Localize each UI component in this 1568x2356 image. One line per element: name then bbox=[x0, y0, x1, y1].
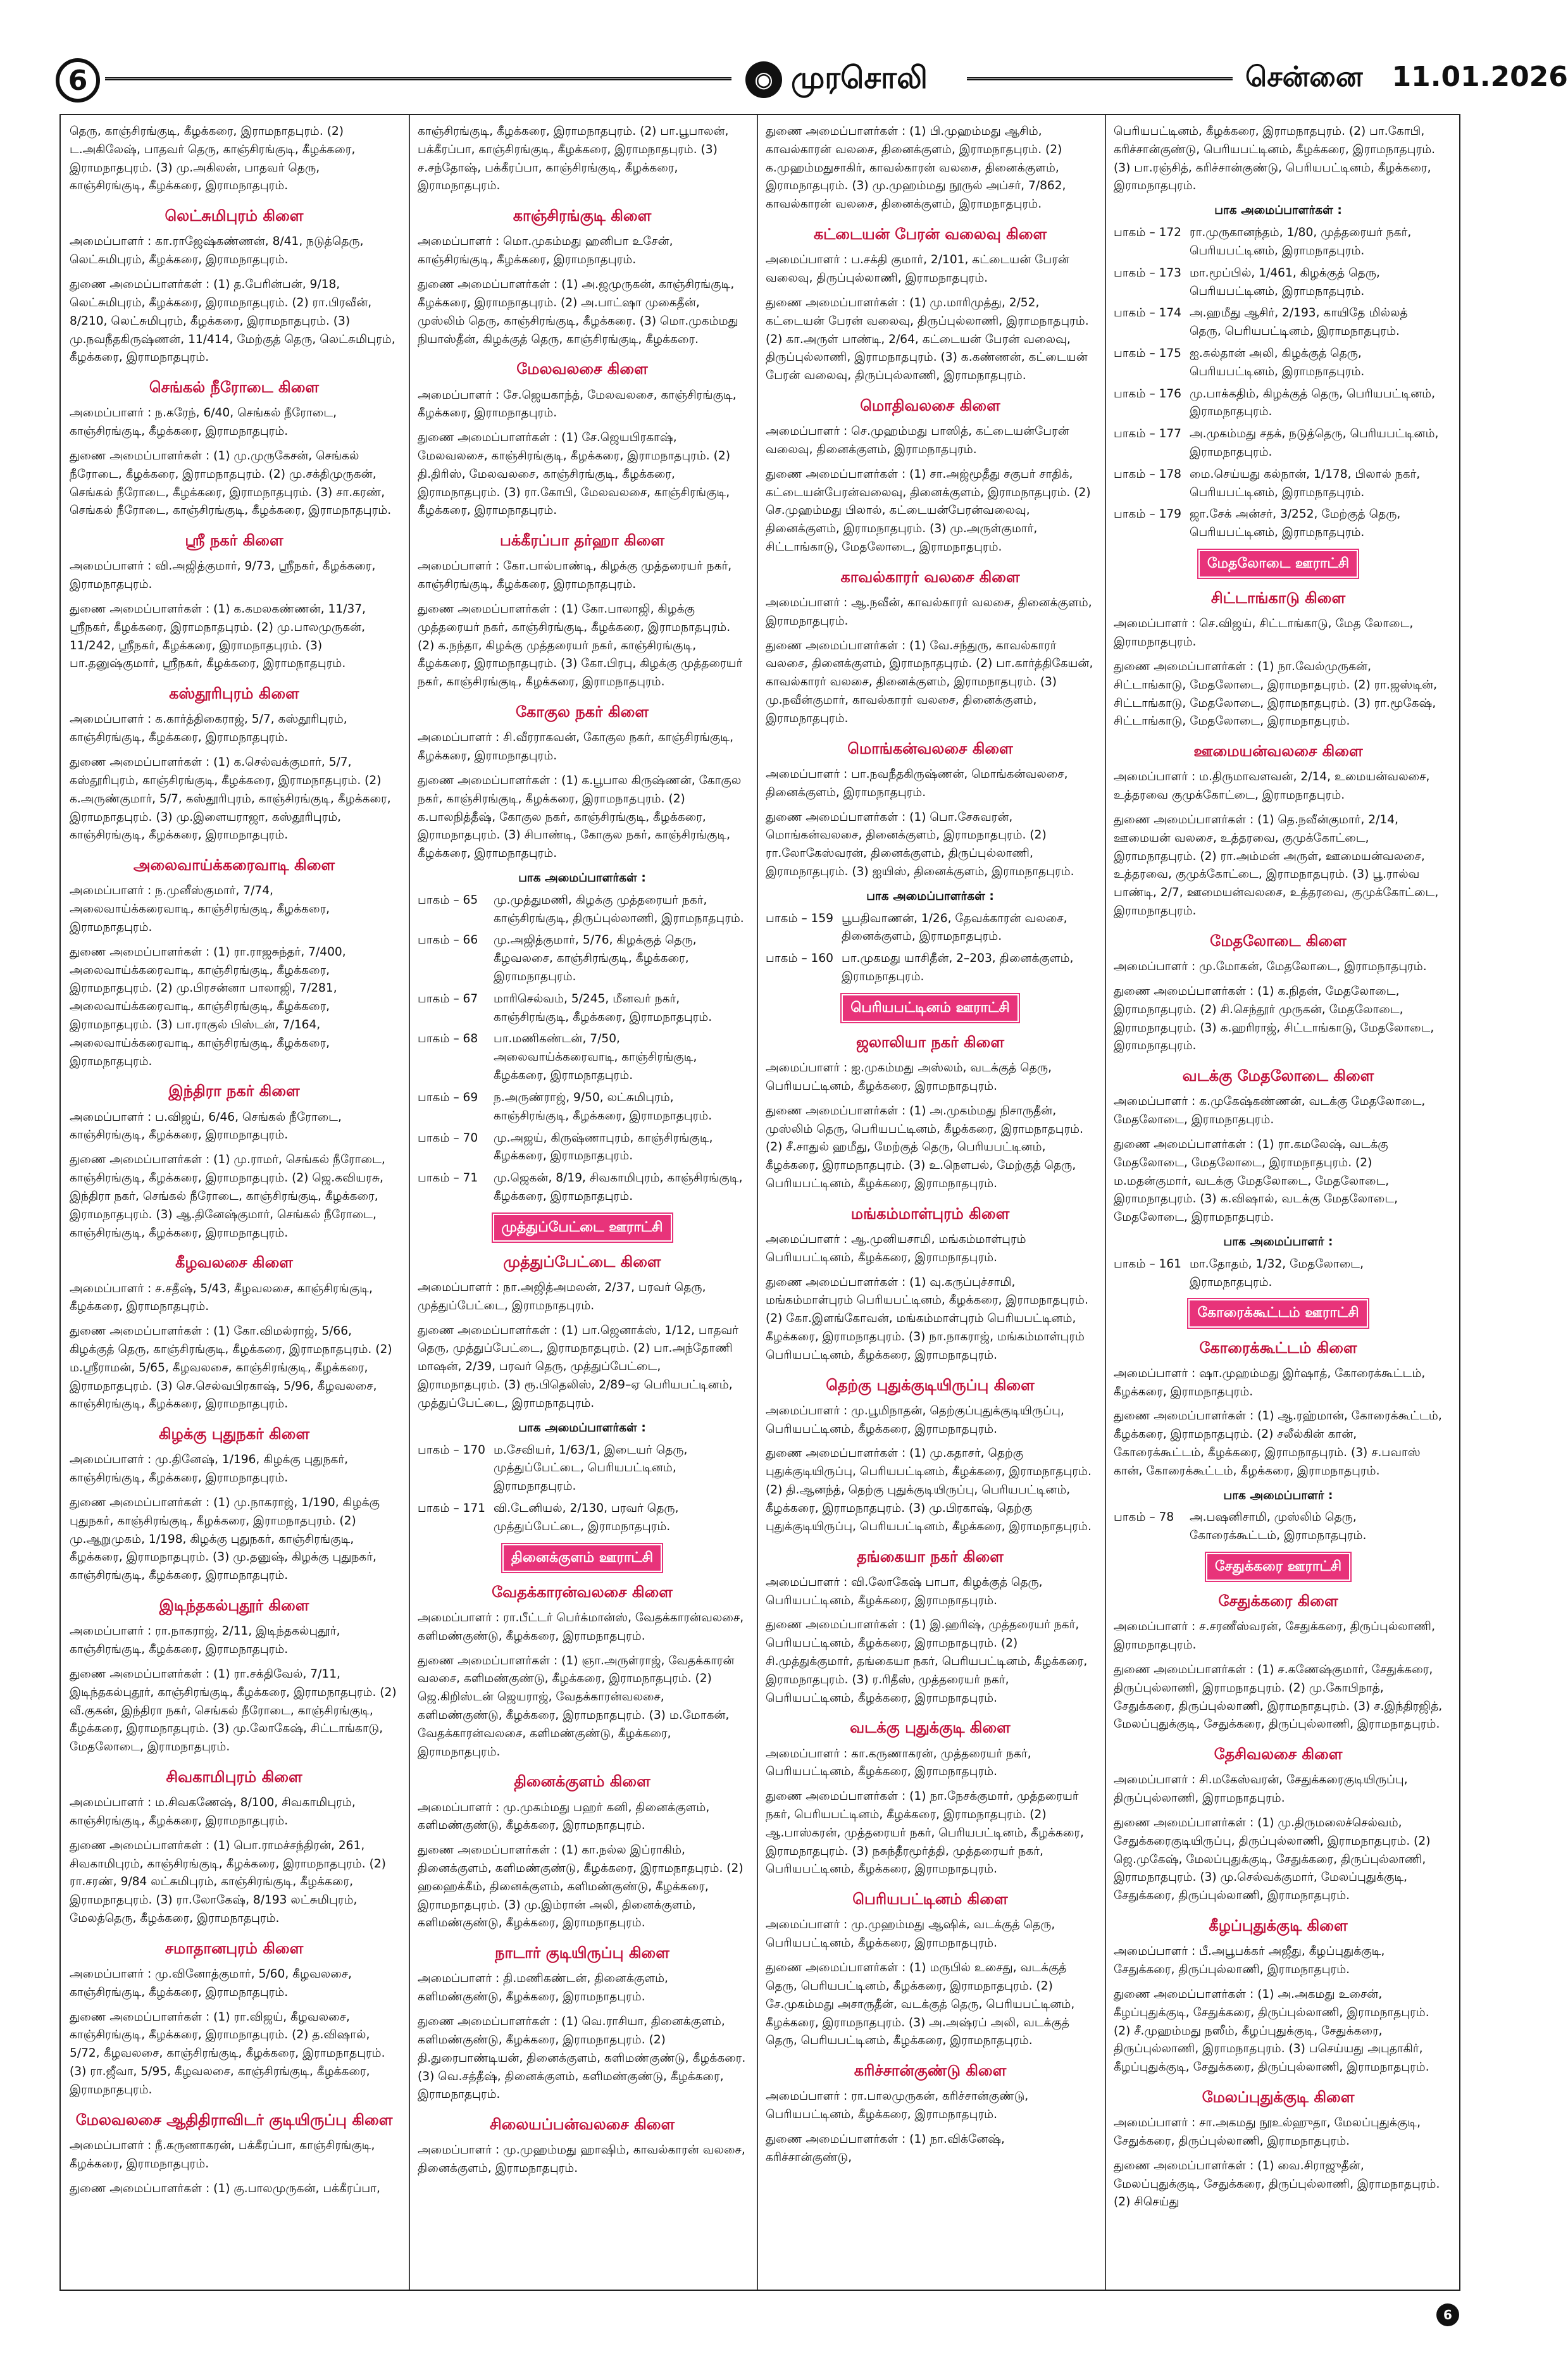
branch-heading: மேதலோடை கிளை bbox=[1210, 932, 1347, 950]
booth-entry bbox=[418, 990, 747, 1027]
organiser-entry: அமைப்பாளர் : மு.வினோத்குமார், 5/60, கீழவலசை, காஞ்சிரங்குடி, கீழக்கரை, இராமநாதபுரம். bbox=[70, 1967, 352, 1999]
booth-organiser: ரா.முருகானந்தம், 1/80, முத்தரையர் நகர், பெரியபட்டினம், இராமநாதபுரம். bbox=[1190, 226, 1412, 258]
booth-organisers-heading: பாக அமைப்பாளர் : bbox=[1223, 1488, 1333, 1502]
organiser-entry: அமைப்பாளர் : மு.முஹம்மது ஹாஷிம், காவல்காரன் வலசை, தினைக்குளம், இராமநாதபுரம். bbox=[418, 2143, 745, 2176]
branch-heading: தங்கையா நகர் கிளை bbox=[857, 1547, 1004, 1566]
organiser-entry: அமைப்பாளர் : மு.முகம்மது பஹர் கனி, தினைக்குளம், களிமண்குண்டு, கீழக்கரை, இராமநாதபுரம். bbox=[418, 1800, 710, 1833]
branch-heading: நாடார் குடியிருப்பு கிளை bbox=[495, 1944, 669, 1962]
organiser-entry: துணை அமைப்பாளர்கள் : (1) க.நிதன், மேதலோடை, இராமநாதபுரம். (2) சி.செந்தூர் முருகன், மேதலோடை, இராமநாதபுரம். (3) க.ஹரிராஜ், சிட்டாங்காடு, மேதலோடை, இராமநாதபுரம். bbox=[1114, 984, 1434, 1053]
branch-heading: செங்கல் நீரோடை கிளை bbox=[149, 378, 320, 397]
branch-heading: மங்கம்மாள்புரம் கிளை bbox=[850, 1204, 1010, 1223]
branch-heading: காவல்காரர் வலசை கிளை bbox=[840, 568, 1020, 586]
organiser-entry: துணை அமைப்பாளர்கள் : (1) ரா.விஜய், கீழவலசை, காஞ்சிரங்குடி, கீழக்கரை, இராமநாதபுரம். (2) த.விஷால், 5/72, கீழவலசை, காஞ்சிரங்குடி, கீழக்கரை, இராமநாதபுரம். (3) ரா.ஜீவா, 5/95, கீழவலசை, காஞ்சிரங்குடி, கீழக்கரை, இராமநாதபுரம். bbox=[70, 2010, 385, 2097]
organiser-entry: அமைப்பாளர் : பா.நவநீதகிருஷ்ணன், மொங்கன்வலசை, தினைக்குளம், இராமநாதபுரம். bbox=[766, 767, 1068, 799]
organiser-entry: அமைப்பாளர் : ரா.நாகராஜ், 2/11, இடிந்தகல்புதூர், காஞ்சிரங்குடி, கீழக்கரை, இராமநாதபுரம். bbox=[70, 1624, 340, 1657]
booth-organiser: மு.ஜெகன், 8/19, சிவகாமிபுரம், காஞ்சிரங்குடி, கீழக்கரை, இராமநாதபுரம். bbox=[494, 1171, 743, 1203]
booth-entry bbox=[1114, 1509, 1443, 1545]
organiser-entry: துணை அமைப்பாளர்கள் : (1) அ.அகமது உசைன், கீழப்புதுக்குடி, சேதுக்கரை, திருப்புல்லாணி, இராமநாதபுரம். (2) சீ.முஹம்மது நஸீம், கீழப்புதுக்குடி, சேதுக்கரை, திருப்புல்லாணி, இராமநாதபுரம். (3) பசெய்யது அபுதாகிர், கீழப்புதுக்குடி, சேதுக்கரை, திருப்புல்லாணி, இராமநாதபுரம். bbox=[1114, 1987, 1429, 2074]
branch-heading: பெரியபட்டினம் கிளை bbox=[852, 1890, 1008, 1909]
organiser-entry: துணை அமைப்பாளர்கள் : (1) இ.ஹரிஷ், முத்தரையர் நகர், பெரியபட்டினம், கீழக்கரை, இராமநாதபுரம். (2) சி.முத்துக்குமார், தங்கையா நகர், பெரியபட்டினம், கீழக்கரை, இராமநாதபுரம். (3) ர.ரிதீஸ், முத்தரையர் நகர், பெரியபட்டினம், கீழக்கரை, இராமநாதபுரம். bbox=[766, 1618, 1088, 1705]
organiser-entry: துணை அமைப்பாளர்கள் : (1) கு.பாலமுருகன், பக்கீரப்பா, bbox=[70, 2181, 380, 2195]
organiser-entry: துணை அமைப்பாளர்கள் : (1) க.பூபால கிருஷ்ணன், கோகுல நகர், காஞ்சிரங்குடி, கீழக்கரை, இராமநாதபுரம். (2) க.பாலநித்தீஷ், கோகுல நகர், காஞ்சிரங்குடி, கீழக்கரை, இராமநாதபுரம். (3) சிபாண்டி, கோகுல நகர், காஞ்சிரங்குடி, கீழக்கரை, இராமநாதபுரம். bbox=[418, 773, 742, 861]
booth-entry bbox=[418, 932, 747, 986]
organiser-entry: அமைப்பாளர் : பீ.அபூபக்கர் அஜீது, கீழப்புதுக்குடி, சேதுக்கரை, திருப்புல்லாணி, இராமநாதபுரம். bbox=[1114, 1945, 1385, 1977]
booth-number: பாகம் – 71 bbox=[418, 1171, 478, 1185]
booth-number: பாகம் – 174 bbox=[1114, 306, 1182, 320]
edition-info bbox=[1245, 61, 1568, 97]
booth-entry bbox=[418, 892, 747, 928]
organiser-entry: அமைப்பாளர் : ஷா.முஹம்மது இர்ஷாத், கோரைக்கூட்டம், கீழக்கரை, இராமநாதபுரம். bbox=[1114, 1366, 1426, 1399]
booth-organisers-heading: பாக அமைப்பாளர்கள் : bbox=[1214, 204, 1342, 218]
panchayat-banner: தினைக்குளம் ஊராட்சி bbox=[502, 1544, 662, 1572]
booth-organiser: அ.பஷனிசாமி, முஸ்லிம் தெரு, கோரைக்கூட்டம், இராமநாதபுரம். bbox=[1190, 1511, 1367, 1543]
booth-number: பாகம் – 175 bbox=[1114, 346, 1182, 360]
organiser-entry: அமைப்பாளர் : செ.விஜய், சிட்டாங்காடு, மேத லோடை, இராமநாதபுரம். bbox=[1114, 617, 1414, 649]
organiser-entry: அமைப்பாளர் : ச.சரணீஸ்வரன், சேதுக்கரை, திருப்புல்லாணி, இராமநாதபுரம். bbox=[1114, 1620, 1435, 1652]
paper-logo bbox=[745, 54, 928, 105]
branch-heading: வேதக்காரன்வலசை கிளை bbox=[492, 1583, 673, 1601]
booth-number: பாகம் – 68 bbox=[418, 1032, 478, 1046]
branch-heading: அலைவாய்க்கரைவாடி கிளை bbox=[133, 856, 335, 875]
booth-number: பாகம் – 160 bbox=[766, 952, 834, 966]
organiser-entry: துணை அமைப்பாளர்கள் : (1) வே.சந்துரு, காவல்காரர் வலசை, தினைக்குளம், இராமநாதபுரம். (2) பா.கார்த்திகேயன், காவல்காரர் வலசை, தினைக்குளம், இராமநாதபுரம். (3) மு.நவீன்குமார், காவல்காரர் வலசை, தினைக்குளம், இராமநாதபுரம். bbox=[766, 639, 1093, 725]
booth-organiser: ஜா.சேக் அன்சர், 3/252, மேற்குத் தெரு, பெரியபட்டினம், இராமநாதபுரம். bbox=[1190, 508, 1401, 540]
organiser-entry: அமைப்பாளர் : ம.திருமாவளவன், 2/14, உமையன்வலசை, உத்தரவை குமுக்கோட்டை, இராமநாதபுரம். bbox=[1114, 770, 1430, 802]
branch-heading: தேசிவலசை கிளை bbox=[1214, 1745, 1343, 1764]
booth-organiser: வி.டேனியல், 2/130, பரவர் தெரு, முத்துப்பேட்டை, இராமநாதபுரம். bbox=[494, 1501, 679, 1533]
organiser-entry: அமைப்பாளர் : ஐ.முகம்மது அஸ்லம், வடக்குத் தெரு, பெரியபட்டினம், கீழக்கரை, இராமநாதபுரம். bbox=[766, 1061, 1052, 1093]
panchayat-banner: கோரைக்கூட்டம் ஊராட்சி bbox=[1188, 1299, 1367, 1327]
booth-organiser: பூபதிவாணன், 1/26, தேவக்காரன் வலசை, தினைக்குளம், இராமநாதபுரம். bbox=[842, 911, 1067, 944]
booth-entry bbox=[766, 950, 1095, 987]
branch-heading: ஜலாலியா நகர் கிளை bbox=[856, 1033, 1005, 1051]
organiser-entry: அமைப்பாளர் : ச.சதீஷ், 5/43, கீழவலசை, காஞ்சிரங்குடி, கீழக்கரை, இராமநாதபுரம். bbox=[70, 1281, 373, 1314]
booth-organiser: மு.அஜய், கிருஷ்ணாபுரம், காஞ்சிரங்குடி, கீழக்கரை, இராமநாதபுரம். bbox=[494, 1131, 713, 1163]
organiser-entry: துணை அமைப்பாளர்கள் : (1) அ.ஜமுருகன், காஞ்சிரங்குடி, கீழக்கரை, இராமநாதபுரம். (2) அ.பாட்ஷா முகைதீன், முஸ்லிம் தெரு, காஞ்சிரங்குடி, கீழக்கரை. (3) மொ.முகம்மது நியாஸ்தீன், கிழக்குத் தெரு, காஞ்சிரங்குடி, கீழக்கரை. bbox=[418, 278, 738, 346]
organiser-entry: அமைப்பாளர் : மு.மோகன், மேதலோடை, இராமநாதபுரம். bbox=[1114, 960, 1427, 974]
branch-heading: சேதுக்கரை கிளை bbox=[1218, 1592, 1338, 1611]
organiser-entry: துணை அமைப்பாளர்கள் : (1) கா.நல்ல இப்ராகிம், தினைக்குளம், களிமண்குண்டு, கீழக்கரை, இராமநாதபுரம். (2) ஹஹைக்கீம், தினைக்குளம், களிமண்குண்டு, கீழக்கரை, இராமநாதபுரம். (3) மு.இம்ரான் அலி, தினைக்குளம், களிமண்குண்டு, கீழக்கரை, இராமநாதபுரம். bbox=[418, 1843, 744, 1930]
branch-heading: கோகுல நகர் கிளை bbox=[515, 703, 649, 721]
branch-heading: மொதிவலசை கிளை bbox=[860, 396, 1000, 414]
edition-city: சென்னை bbox=[1245, 61, 1363, 93]
organiser-entry: அமைப்பாளர் : நா.அஜித்அமலன், 2/37, பரவர் தெரு, முத்துப்பேட்டை, இராமநாதபுரம். bbox=[418, 1281, 706, 1312]
booth-number: பாகம் – 67 bbox=[418, 992, 478, 1006]
branch-heading: கரிச்சான்குண்டு கிளை bbox=[854, 2062, 1007, 2080]
booth-number: பாகம் – 179 bbox=[1114, 508, 1182, 521]
organiser-entry: துணை அமைப்பாளர்கள் : (1) பி.முஹம்மது ஆசிம், காவல்காரன் வலசை, தினைக்குளம், இராமநாதபுரம். (2) க.முஹம்மதுசாகிர், காவல்காரன் வலசை, தினைக்குளம், இராமநாதபுரம். (3) மு.முஹம்மது நூருல் அப்சர், 7/862, காவல்காரன் வலசை, தினைக்குளம், இராமநாதபுரம். bbox=[766, 125, 1066, 211]
booth-number: பாகம் – 69 bbox=[418, 1090, 478, 1104]
masthead bbox=[56, 54, 1568, 105]
organiser-entry: அமைப்பாளர் : ப.சக்தி குமார், 2/101, கட்டையன் பேரன் வலைவு, திருப்புல்லாணி, இராமநாதபுரம். bbox=[766, 253, 1069, 285]
branch-heading: சமாதானபுரம் கிளை bbox=[165, 1939, 304, 1957]
drum-emblem-icon: ◉ bbox=[745, 61, 782, 98]
booth-entry bbox=[1114, 224, 1443, 261]
branch-heading: இடிந்தகல்புதூர் கிளை bbox=[159, 1597, 309, 1615]
organiser-entry: அமைப்பாளர் : ப.விஜய், 6/46, செங்கல் நீரோடை, காஞ்சிரங்குடி, கீழக்கரை, இராமநாதபுரம். bbox=[70, 1110, 342, 1142]
organiser-entry: அமைப்பாளர் : கா.ராஜேஷ்கண்ணன், 8/41, நடுத்தெரு, லெட்சுமிபுரம், கீழக்கரை, இராமநாதபுரம். bbox=[70, 235, 364, 267]
organiser-entry: துணை அமைப்பாளர்கள் : (1) ரா.ராஜசுந்தர், 7/400, அலைவாய்க்கரைவாடி, காஞ்சிரங்குடி, கீழக்கரை, இராமநாதபுரம். (2) மு.பிரசன்னா பாலாஜி, 7/281, அலைவாய்க்கரைவாடி, காஞ்சிரங்குடி, கீழக்கரை, இராமநாதபுரம். (3) பா.ராகுல் பிஸ்டன், 7/164, அலைவாய்க்கரைவாடி, காஞ்சிரங்குடி, கீழக்கரை, இராமநாதபுரம். bbox=[70, 945, 346, 1068]
organiser-entry: அமைப்பாளர் : ந.முனீஸ்குமார், 7/74, அலைவாய்க்கரைவாடி, காஞ்சிரங்குடி, கீழக்கரை, இராமநாதபுரம். bbox=[70, 884, 330, 934]
booth-number: பாகம் – 161 bbox=[1114, 1257, 1182, 1271]
organiser-entry: அமைப்பாளர் : மொ.முகம்மது ஹனிபா உசேன், காஞ்சிரங்குடி, கீழக்கரை, இராமநாதபுரம். bbox=[418, 235, 673, 267]
branch-heading: ஊமையன்வலசை கிளை bbox=[1193, 742, 1363, 761]
branch-heading: ஸ்ரீ நகர் கிளை bbox=[185, 532, 283, 550]
organiser-entry: துணை அமைப்பாளர்கள் : (1) க.செல்வக்குமார், 5/7, கஸ்தூரிபுரம், காஞ்சிரங்குடி, கீழக்கரை, இராமநாதபுரம். (2) க.அருண்குமார், 5/7, கஸ்தூரிபுரம், காஞ்சிரங்குடி, கீழக்கரை, இராமநாதபுரம். (3) மு.இளையராஜா, கஸ்தூரிபுரம், காஞ்சிரங்குடி, கீழக்கரை, இராமநாதபுரம். bbox=[70, 756, 391, 842]
branch-heading: காஞ்சிரங்குடி கிளை bbox=[513, 207, 652, 225]
organiser-entry: அமைப்பாளர் : சே.ஜெயகாந்த், மேலவலசை, காஞ்சிரங்குடி, கீழக்கரை, இராமநாதபுரம். bbox=[418, 388, 737, 420]
branch-heading: தெற்கு புதுக்குடியிருப்பு கிளை bbox=[826, 1376, 1035, 1394]
branch-heading: கட்டையன் பேரன் வலைவு கிளை bbox=[813, 225, 1047, 244]
branch-heading: சிட்டாங்காடு கிளை bbox=[1210, 589, 1346, 608]
branch-heading: கீழப்புதுக்குடி கிளை bbox=[1209, 1917, 1348, 1935]
panchayat-banner: மேதலோடை ஊராட்சி bbox=[1198, 550, 1358, 578]
booth-number: பாகம் – 171 bbox=[418, 1501, 486, 1515]
article-body bbox=[59, 114, 1460, 2291]
booth-number: பாகம் – 78 bbox=[1114, 1511, 1174, 1524]
organiser-entry: துணை அமைப்பாளர்கள் : (1) ச.கணேஷ்குமார், சேதுக்கரை, திருப்புல்லாணி, இராமநாதபுரம். (2) மு.கோபிநாத், சேதுக்கரை, திருப்புல்லாணி, இராமநாதபுரம். (3) ச.இந்திரஜித், மேலப்புதுக்குடி, சேதுக்கரை, திருப்புல்லாணி, இராமநாதபுரம். bbox=[1114, 1662, 1443, 1731]
organiser-entry: துணை அமைப்பாளர்கள் : (1) ஞா.அருள்ராஜ், வேதக்காரன் வலசை, களிமண்குண்டு, கீழக்கரை, இராமநாதபுரம். (2) ஜெ.கிறிஸ்டன் ஜெயராஜ், வேதக்காரன்வலசை, களிமண்குண்டு, கீழக்கரை, இராமநாதபுரம். (3) ம.மோகன், வேதக்காரன்வலசை, களிமண்குண்டு, கீழக்கரை, இராமநாதபுரம். bbox=[418, 1654, 735, 1759]
booth-entry bbox=[418, 1030, 747, 1085]
branch-heading: இந்திரா நகர் கிளை bbox=[168, 1082, 300, 1100]
organiser-entry: துணை அமைப்பாளர்கள் : (1) ஆ.ரஹ்மான், கோரைக்கூட்டம், கீழக்கரை, இராமநாதபுரம். (2) சலீல்கின் கான், கோரைக்கூட்டம், கீழக்கரை, இராமநாதபுரம். (3) ச.பவாஸ் கான், கோரைக்கூட்டம், கீழக்கரை, இராமநாதபுரம். bbox=[1114, 1409, 1442, 1478]
organiser-entry: துணை அமைப்பாளர்கள் : (1) மு.நாகராஜ், 1/190, கிழக்கு புதுநகர், காஞ்சிரங்குடி, கீழக்கரை, இராமநாதபுரம். (2) மு.ஆறுமுகம், 1/198, கிழக்கு புதுநகர், காஞ்சிரங்குடி, கீழக்கரை, இராமநாதபுரம். (3) மு.தனுஷ், கிழக்கு புதுநகர், காஞ்சிரங்குடி, கீழக்கரை, இராமநாதபுரம். bbox=[70, 1496, 380, 1583]
booth-organiser: ஐ.சுல்தான் அலி, கிழக்குத் தெரு, பெரியபட்டினம், இராமநாதபுரம். bbox=[1190, 346, 1365, 378]
organiser-entry: அமைப்பாளர் : நீ.கருணாகரன், பக்கீரப்பா, காஞ்சிரங்குடி, கீழக்கரை, இராமநாதபுரம். bbox=[70, 2138, 375, 2171]
booth-number: பாகம் – 173 bbox=[1114, 266, 1182, 280]
branch-heading: மேலப்புதுக்குடி கிளை bbox=[1202, 2088, 1355, 2106]
branch-heading: பக்கீரப்பா தர்ஹா கிளை bbox=[499, 532, 665, 550]
branch-heading: முத்துப்பேட்டை கிளை bbox=[503, 1252, 661, 1271]
page-number: 6 bbox=[68, 64, 88, 97]
booth-number: பாகம் – 66 bbox=[418, 933, 478, 947]
booth-organiser: மாரிசெல்வம், 5/245, மீனவர் நகர், காஞ்சிரங்குடி, கீழக்கரை, இராமநாதபுரம். bbox=[494, 992, 712, 1024]
column-divider bbox=[757, 115, 758, 2290]
booth-number: பாகம் – 70 bbox=[418, 1131, 478, 1145]
branch-heading: கீழவலசை கிளை bbox=[175, 1254, 293, 1272]
booth-number: பாகம் – 176 bbox=[1114, 387, 1182, 401]
booth-organiser: மை.செய்யது கல்நான், 1/178, பிலால் நகர், பெரியபட்டினம், இராமநாதபுரம். bbox=[1190, 467, 1421, 499]
organiser-entry: அமைப்பாளர் : கோ.பால்பாண்டி, கிழக்கு முத்தரையர் நகர், காஞ்சிரங்குடி, கீழக்கரை, இராமநாதபுரம். bbox=[418, 559, 732, 592]
booth-entry bbox=[418, 1130, 747, 1166]
branch-heading: மேலவலசை கிளை bbox=[516, 360, 648, 378]
booth-number: பாகம் – 177 bbox=[1114, 427, 1182, 441]
branch-heading: மொங்கன்வலசை கிளை bbox=[847, 739, 1013, 757]
organiser-entry: துணை அமைப்பாளர்கள் : (1) க.கமலகண்ணன், 11/37, ஸ்ரீநகர், கீழக்கரை, இராமநாதபுரம். (2) மு.பாலமுருகன், 11/242, ஸ்ரீநகர், கீழக்கரை, இராமநாதபுரம். (3) பா.தனுஷ்குமார், ஸ்ரீநகர், கீழக்கரை, இராமநாதபுரம். bbox=[70, 602, 366, 671]
booth-organiser: ம.சேவியர், 1/63/1, இடையர் தெரு, முத்துப்பேட்டை, பெரியபட்டினம், இராமநாதபுரம். bbox=[494, 1443, 688, 1493]
organiser-entry: அமைப்பாளர் : செ.முஹம்மது பாஸித், கட்டையன்பேரன் வலைவு, தினைக்குளம், இராமநாதபுரம். bbox=[766, 425, 1069, 456]
booth-organisers-heading: பாக அமைப்பாளர்கள் : bbox=[518, 871, 646, 885]
organiser-entry: துணை அமைப்பாளர்கள் : (1) வெ.ராசியா, தினைக்குளம், களிமண்குண்டு, கீழக்கரை, இராமநாதபுரம். (2) தி.துரைபாண்டியன், தினைக்குளம், களிமண்குண்டு, கீழக்கரை. (3) வெ.சத்தீஷ், தினைக்குளம், களிமண்குண்டு, கீழக்கரை, இராமநாதபுரம். bbox=[418, 2015, 746, 2102]
booth-entry bbox=[1114, 425, 1443, 462]
booth-number: பாகம் – 178 bbox=[1114, 467, 1182, 481]
organiser-entry: அமைப்பாளர் : மு.பூமிநாதன், தெற்குப்புதுக்குடியிருப்பு, பெரியபட்டினம், கீழக்கரை, இராமநாதபுரம். bbox=[766, 1404, 1064, 1436]
organiser-entry: அமைப்பாளர் : ஆ.நவீன், காவல்காரர் வலசை, தினைக்குளம், இராமநாதபுரம். bbox=[766, 596, 1092, 628]
booth-entry bbox=[418, 1500, 747, 1536]
organiser-entry: துணை அமைப்பாளர்கள் : (1) நா.வேல்முருகன், சிட்டாங்காடு, மேதலோடை, இராமநாதபுரம். (2) ரா.ஜஸ்டின், சிட்டாங்காடு, மேதலோடை, இராமநாதபுரம். (3) ரா.மூகேஷ், சிட்டாங்காடு, மேதலோடை, இராமநாதபுரம். bbox=[1114, 659, 1438, 728]
branch-heading: சிலையப்பன்வலசை கிளை bbox=[489, 2116, 675, 2134]
organiser-entry: துணை அமைப்பாளர்கள் : (1) மு.மாரிமுத்து, 2/52, கட்டையன் பேரன் வலைவு, திருப்புல்லாணி, இராமநாதபுரம். (2) கா.அருள் பாண்டி, 2/64, கட்டையன் பேரன் வலைவு, திருப்புல்லாணி, இராமநாதபுரம். (3) க.கண்ணன், கட்டையன் பேரன் வலைவு, திருப்புல்லாணி, இராமநாதபுரம். bbox=[766, 296, 1089, 383]
booth-organisers-heading: பாக அமைப்பாளர் : bbox=[1223, 1235, 1333, 1249]
organiser-entry: பெரியபட்டினம், கீழக்கரை, இராமநாதபுரம். (2) பா.கோபி, கரிச்சான்குண்டு, பெரியபட்டினம், கீழக்கரை, இராமநாதபுரம். (3) பா.ரஞ்சித், கரிச்சான்குண்டு, பெரியபட்டினம், கீழக்கரை, இராமநாதபுரம். bbox=[1114, 125, 1436, 193]
organiser-entry: துணை அமைப்பாளர்கள் : (1) கோ.விமல்ராஜ், 5/66, கிழக்குத் தெரு, காஞ்சிரங்குடி, கீழக்கரை, இராமநாதபுரம். (2) ம.ஸ்ரீராமன், 5/65, கீழவலசை, காஞ்சிரங்குடி, கீழக்கரை, இராமநாதபுரம். (3) செ.செல்வபிரகாஷ், 5/96, கீழவலசை, காஞ்சிரங்குடி, கீழக்கரை, இராமநாதபுரம். bbox=[70, 1324, 392, 1411]
organiser-entry: துணை அமைப்பாளர்கள் : (1) சா.அஜ்மூதீது சகுபர் சாதிக், கட்டையன்பேரன்வலைவு, தினைக்குளம், இராமநாதபுரம். (2) செ.முஹம்மது பிலால், கட்டையன்பேரன்வலைவு, தினைக்குளம், இராமநாதபுரம். (3) மு.அருள்குமார், சிட்டாங்காடு, மேதலோடை, இராமநாதபுரம். bbox=[766, 467, 1091, 554]
organiser-entry: துணை அமைப்பாளர்கள் : (1) ரா.கமலேஷ், வடக்கு மேதலோடை, மேதலோடை, இராமநாதபுரம். (2) ம.மதன்குமார், வடக்கு மேதலோடை, மேதலோடை, இராமநாதபுரம். (3) க.விஷால், வடக்கு மேதலோடை, மேதலோடை, இராமநாதபுரம். bbox=[1114, 1137, 1398, 1225]
booth-entry bbox=[1114, 385, 1443, 422]
organiser-entry: அமைப்பாளர் : ரா.பீட்டர் பெர்க்மான்ஸ், வேதக்காரன்வலசை, களிமண்குண்டு, கீழக்கரை, இராமநாதபுரம். bbox=[418, 1611, 744, 1643]
edition-date: 11.01.2026 bbox=[1391, 61, 1568, 93]
organiser-entry: அமைப்பாளர் : தி.மணிகண்டன், தினைக்குளம், களிமண்குண்டு, கீழக்கரை, இராமநாதபுரம். bbox=[418, 1972, 668, 2004]
booth-organiser: அ.முகம்மது சதக், நடுத்தெரு, பெரியபட்டினம், இராமநாதபுரம். bbox=[1190, 427, 1439, 459]
booth-number: பாகம் – 170 bbox=[418, 1443, 486, 1457]
column-4 bbox=[1114, 123, 1443, 2281]
booth-entry bbox=[766, 910, 1095, 947]
column-1 bbox=[70, 123, 399, 2281]
organiser-entry: அமைப்பாளர் : மு.தினேஷ், 1/196, கிழக்கு புதுநகர், காஞ்சிரங்குடி, கீழக்கரை, இராமநாதபுரம். bbox=[70, 1453, 349, 1485]
booth-organiser: ந.அருண்ராஜ், 9/50, லட்சுமிபுரம், காஞ்சிரங்குடி, கீழக்கரை, இராமநாதபுரம். bbox=[494, 1090, 712, 1123]
organiser-entry: துணை அமைப்பாளர்கள் : (1) மு.ராமர், செங்கல் நீரோடை, காஞ்சிரங்குடி, கீழக்கரை, இராமநாதபுரம். (2) ஜெ.கவியரசு, இந்திரா நகர், செங்கல் நீரோடை, காஞ்சிரங்குடி, கீழக்கரை, இராமநாதபுரம். (3) ஆ.தினேஷ்குமார், செங்கல் நீரோடை, காஞ்சிரங்குடி, கீழக்கரை, இராமநாதபுரம். bbox=[70, 1153, 385, 1240]
organiser-entry: துணை அமைப்பாளர்கள் : (1) நா.விக்னேஷ், கரிச்சான்குண்டு, bbox=[766, 2132, 1005, 2164]
panchayat-banner: பெரியபட்டினம் ஊராட்சி bbox=[842, 994, 1019, 1022]
booth-organiser: பா.முகமது யாசிதீன், 2–203, தினைக்குளம், இராமநாதபுரம். bbox=[842, 952, 1074, 983]
organiser-entry: துணை அமைப்பாளர்கள் : (1) அ.முகம்மது நிசாருதீன், முஸ்லிம் தெரு, பெரியபட்டினம், கீழக்கரை, இராமநாதபுரம். (2) சீ.சாதுல் ஹமீது, மேற்குத் தெரு, பெரியபட்டினம், கீழக்கரை, இராமநாதபுரம். (3) உ.நௌபல், மேற்குத் தெரு, பெரியபட்டினம், கீழக்கரை, இராமநாதபுரம். bbox=[766, 1104, 1084, 1190]
booth-entry bbox=[1114, 1256, 1443, 1292]
branch-heading: லெட்சுமிபுரம் கிளை bbox=[165, 207, 304, 225]
column-3 bbox=[766, 123, 1095, 2281]
organiser-entry: துணை அமைப்பாளர்கள் : (1) மருபில் உசைது, வடக்குத் தெரு, பெரியபட்டினம், கீழக்கரை, இராமநாதபுரம். (2) சே.முகம்மது அசாருதீன், வடக்குத் தெரு, பெரியபட்டினம், கீழக்கரை, இராமநாதபுரம். (3) அ.அஷ்ரப் அலி, வடக்குத் தெரு, பெரியபட்டினம், கீழக்கரை, இராமநாதபுரம். bbox=[766, 1961, 1075, 2048]
branch-heading: தினைக்குளம் கிளை bbox=[514, 1773, 650, 1791]
organiser-entry: அமைப்பாளர் : ம.சிவகணேஷ், 8/100, சிவகாமிபுரம், காஞ்சிரங்குடி, கீழக்கரை, இராமநாதபுரம். bbox=[70, 1796, 356, 1828]
organiser-entry: அமைப்பாளர் : வி.லோகேஷ் பாபா, கிழக்குத் தெரு, பெரியபட்டினம், கீழக்கரை, இராமநாதபுரம். bbox=[766, 1575, 1043, 1607]
organiser-entry: துணை அமைப்பாளர்கள் : (1) பொ.ராமச்சந்திரன், 261, சிவகாமிபுரம், காஞ்சிரங்குடி, கீழக்கரை, இராமநாதபுரம். (2) ரா.சரண், 9/84 லட்சுமிபுரம், காஞ்சிரங்குடி, கீழக்கரை, இராமநாதபுரம். (3) ரா.லோகேஷ், 8/193 லட்சுமிபுரம், மேலத்தெரு, கீழக்கரை, இராமநாதபுரம். bbox=[70, 1838, 386, 1925]
organiser-entry: அமைப்பாளர் : சி.மகேஸ்வரன், சேதுக்கரைகுடியிருப்பு, திருப்புல்லாணி, இராமநாதபுரம். bbox=[1114, 1773, 1408, 1805]
booth-organiser: மா.மூப்பில், 1/461, கிழக்குத் தெரு, பெரியபட்டினம், இராமநாதபுரம். bbox=[1190, 266, 1380, 298]
booth-organiser: மு.முத்துமணி, கிழக்கு முத்தரையர் நகர், காஞ்சிரங்குடி, திருப்புல்லாணி, இராமநாதபுரம். bbox=[494, 893, 744, 925]
organiser-entry: துணை அமைப்பாளர்கள் : (1) நா.நேசக்குமார், முத்தரையர் நகர், பெரியபட்டினம், கீழக்கரை, இராமநாதபுரம். (2) ஆ.பாஸ்கரன், முத்தரையர் நகர், பெரியபட்டினம், கீழக்கரை, இராமநாதபுரம். (3) நசுந்தீரமூர்த்தி, முத்தரையர் நகர், பெரியபட்டினம், கீழக்கரை, இராமநாதபுரம். bbox=[766, 1790, 1084, 1876]
booth-organiser: அ.ஹமீது ஆசிர், 2/193, காயிதே மில்லத் தெரு, பெரியபட்டினம், இராமநாதபுரம். bbox=[1190, 306, 1408, 339]
organiser-entry: துணை அமைப்பாளர்கள் : (1) வு.கருப்புச்சாமி, மங்கம்மாள்புரம் பெரியபட்டினம், கீழக்கரை, இராமநாதபுரம். (2) கோ.இளங்கோவன், மங்கம்மாள்புரம் பெரியபட்டினம், கீழக்கரை, இராமநாதபுரம். (3) நா.நாகராஜ், மங்கம்மாள்புரம் பெரியபட்டினம், கீழக்கரை, இராமநாதபுரம். bbox=[766, 1275, 1088, 1362]
organiser-entry: துணை அமைப்பாளர்கள் : (1) ரா.சக்திவேல், 7/11, இடிந்தகல்புதூர், காஞ்சிரங்குடி, கீழக்கரை, இராமநாதபுரம். (2) வீ.குகன், இந்திரா நகர், செங்கல் நீரோடை, காஞ்சிரங்குடி, கீழக்கரை, இராமநாதபுரம். (3) மு.லோகேஷ், சிட்டாங்காடு, மேதலோடை, இராமநாதபுரம். bbox=[70, 1667, 397, 1754]
organiser-entry: காஞ்சிரங்குடி, கீழக்கரை, இராமநாதபுரம். (2) பா.பூபாலன், பக்கீரப்பா, காஞ்சிரங்குடி, கீழக்கரை, இராமநாதபுரம். (3) ச.சந்தோஷ், பக்கீரப்பா, காஞ்சிரங்குடி, கீழக்கரை, இராமநாதபுரம். bbox=[418, 125, 729, 193]
booth-entry bbox=[1114, 506, 1443, 542]
organiser-entry: துணை அமைப்பாளர்கள் : (1) த.பேரின்பன், 9/18, லெட்சுமிபுரம், கீழக்கரை, இராமநாதபுரம். (2) ரா.பிரவீன், 8/210, லெட்சுமிபுரம், கீழக்கரை, இராமநாதபுரம். (3) மு.நவநீதகிருஷ்ணன், 11/414, மேற்குத் தெரு, லெட்சுமிபுரம், கீழக்கரை, இராமநாதபுரம். bbox=[70, 278, 395, 365]
paper-name: முரசொலி bbox=[791, 60, 928, 96]
booth-entry bbox=[1114, 466, 1443, 502]
branch-heading: மேலவலசை ஆதிதிராவிடர் குடியிருப்பு கிளை bbox=[75, 2110, 393, 2129]
organiser-entry: அமைப்பாளர் : மு.முஹம்மது ஆஷிக், வடக்குத் தெரு, பெரியபட்டினம், கீழக்கரை, இராமநாதபுரம். bbox=[766, 1918, 1055, 1950]
organiser-entry: துணை அமைப்பாளர்கள் : (1) மு.திருமலைச்செல்வம், சேதுக்கரைகுடியிருப்பு, திருப்புல்லாணி, இராமநாதபுரம். (2) ஜெ.முகேஷ், மேலப்புதுக்குடி, சேதுக்கரை, திருப்புல்லாணி, இராமநாதபுரம். (3) மு.செல்வக்குமார், மேலப்புதுக்குடி, சேதுக்கரை, திருப்புல்லாணி, இராமநாதபுரம். bbox=[1114, 1816, 1431, 1903]
organiser-entry: துணை அமைப்பாளர்கள் : (1) பா.ஜெனாக்ஸ், 1/12, பாதவர் தெரு, முத்துப்பேட்டை, இராமநாதபுரம். (2) பா.அந்தோணி மாஷன், 2/39, பரவர் தெரு, முத்துப்பேட்டை, இராமநாதபுரம். (3) ரூ.பிதெலிஸ், 2/89–ஏ பெரியபட்டினம், முத்துப்பேட்டை, இராமநாதபுரம். bbox=[418, 1323, 739, 1410]
branch-heading: கஸ்தூரிபுரம் கிளை bbox=[169, 685, 299, 703]
branch-heading: வடக்கு மேதலோடை கிளை bbox=[1182, 1067, 1374, 1085]
organiser-entry: துணை அமைப்பாளர்கள் : (1) வை.சிராஜுதீன், மேலப்புதுக்குடி, சேதுக்கரை, திருப்புல்லாணி, இராமநாதபுரம். (2) சிசெய்து bbox=[1114, 2159, 1440, 2209]
panchayat-banner: முத்துப்பேட்டை ஊராட்சி bbox=[493, 1214, 672, 1242]
masthead-rule-left bbox=[105, 77, 731, 80]
column-divider bbox=[409, 115, 410, 2290]
organiser-entry: அமைப்பாளர் : ஆ.முனியசாமி, மங்கம்மாள்புரம் பெரியபட்டினம், கீழக்கரை, இராமநாதபுரம். bbox=[766, 1232, 1026, 1264]
booth-entry bbox=[418, 1442, 747, 1496]
branch-heading: சிவகாமிபுரம் கிளை bbox=[166, 1767, 302, 1786]
booth-entry bbox=[1114, 265, 1443, 301]
booth-organisers-heading: பாக அமைப்பாளர்கள் : bbox=[518, 1421, 646, 1435]
booth-organisers-heading: பாக அமைப்பாளர்கள் : bbox=[866, 889, 994, 903]
organiser-entry: துணை அமைப்பாளர்கள் : (1) மு.கதாசர், தெற்கு புதுக்குடியிருப்பு, பெரியபட்டினம், கீழக்கரை, இராமநாதபுரம். (2) தி.ஆனந்த், தெற்கு புதுக்குடியிருப்பு, பெரியபட்டினம், கீழக்கரை, இராமநாதபுரம். (3) மு.பிரகாஷ், தெற்கு புதுக்குடியிருப்பு, பெரியபட்டினம், கீழக்கரை, இராமநாதபுரம். bbox=[766, 1447, 1092, 1533]
organiser-entry: அமைப்பாளர் : ந.கரேந், 6/40, செங்கல் நீரோடை, காஞ்சிரங்குடி, கீழக்கரை, இராமநாதபுரம். bbox=[70, 406, 337, 439]
branch-heading: கிழக்கு புதுநகர் கிளை bbox=[158, 1425, 310, 1443]
organiser-entry: அமைப்பாளர் : ரா.பாலமுருகன், கரிச்சான்குண்டு, பெரியபட்டினம், கீழக்கரை, இராமநாதபுரம். bbox=[766, 2090, 1029, 2122]
organiser-entry: துணை அமைப்பாளர்கள் : (1) பொ.சேசுவரன், மொங்கன்வலசை, தினைக்குளம், இராமநாதபுரம். (2) ரா.லோகேஸ்வரன், தினைக்குளம், திருப்புல்லாணி, இராமநாதபுரம். (3) ஐயிஸ், தினைக்குளம், இராமநாதபுரம். bbox=[766, 810, 1074, 878]
booth-number: பாகம் – 172 bbox=[1114, 226, 1182, 240]
column-divider bbox=[1105, 115, 1106, 2290]
booth-organiser: மு.பாக்கதிம், கிழக்குத் தெரு, பெரியபட்டினம், இராமநாதபுரம். bbox=[1190, 387, 1436, 419]
page-number-badge bbox=[56, 58, 100, 103]
booth-organiser: மு.அஜித்குமார், 5/76, கிழக்குத் தெரு, கீழவலசை, காஞ்சிரங்குடி, கீழக்கரை, இராமநாதபுரம். bbox=[494, 933, 697, 983]
organiser-entry: அமைப்பாளர் : சா.அகமது நூஉல்ஹுதா, மேலப்புதுக்குடி, சேதுக்கரை, திருப்புல்லாணி, இராமநாதபுரம். bbox=[1114, 2116, 1421, 2148]
organiser-entry: துணை அமைப்பாளர்கள் : (1) சே.ஜெயபிரகாஷ், மேலவலசை, காஞ்சிரங்குடி, கீழக்கரை, இராமநாதபுரம். (2) தி.திரிஸ், மேலவலசை, காஞ்சிரங்குடி, கீழக்கரை, இராமநாதபுரம். (3) ரா.கோபி, மேலவலசை, காஞ்சிரங்குடி, கீழக்கரை, இராமநாதபுரம். bbox=[418, 431, 730, 518]
branch-heading: கோரைக்கூட்டம் கிளை bbox=[1199, 1338, 1357, 1357]
booth-entry bbox=[418, 1089, 747, 1126]
booth-number: பாகம் – 159 bbox=[766, 911, 834, 925]
booth-number: பாகம் – 65 bbox=[418, 893, 478, 907]
organiser-entry: துணை அமைப்பாளர்கள் : (1) மு.முருகேசன், செங்கல் நீரோடை, கீழக்கரை, இராமநாதபுரம். (2) மு.சக்திமுருகன், செங்கல் நீரோடை, கீழக்கரை, இராமநாதபுரம். (3) சா.கரண், செங்கல் நீரோடை, காஞ்சிரங்குடி, கீழக்கரை, இராமநாதபுரம். bbox=[70, 449, 392, 518]
organiser-entry: தெரு, காஞ்சிரங்குடி, கீழக்கரை, இராமநாதபுரம். (2) ட.அகிலேஷ், பாதவர் தெரு, காஞ்சிரங்குடி, கீழக்கரை, இராமநாதபுரம். (3) மு.அகிலன், பாதவர் தெரு, காஞ்சிரங்குடி, கீழக்கரை, இராமநாதபுரம். bbox=[70, 125, 356, 193]
organiser-entry: அமைப்பாளர் : க.முகேஷ்கண்ணன், வடக்கு மேதலோடை, மேதலோடை, இராமநாதபுரம். bbox=[1114, 1095, 1426, 1127]
booth-organiser: பா.மணிகண்டன், 7/50, அலைவாய்க்கரைவாடி, காஞ்சிரங்குடி, கீழக்கரை, இராமநாதபுரம். bbox=[494, 1032, 697, 1083]
branch-heading: வடக்கு புதுக்குடி கிளை bbox=[850, 1719, 1011, 1737]
masthead-rule-right bbox=[967, 77, 1233, 80]
booth-entry bbox=[1114, 345, 1443, 382]
booth-organiser: மா.தோதம், 1/32, மேதலோடை, இராமநாதபுரம். bbox=[1190, 1257, 1364, 1289]
organiser-entry: அமைப்பாளர் : கா.கருணாகரன், முத்தரையர் நகர், பெரியபட்டினம், கீழக்கரை, இராமநாதபுரம். bbox=[766, 1747, 1031, 1779]
panchayat-banner: சேதுக்கரை ஊராட்சி bbox=[1206, 1553, 1350, 1581]
organiser-entry: துணை அமைப்பாளர்கள் : (1) தெ.நவீன்குமார், 2/14, ஊமையன் வலசை, உத்தரவை, குமுக்கோட்டை, இராமநாதபுரம். (2) ரா.அம்மன் அருள், ஊமையன்வலசை, உத்தரவை, குமுக்கோட்டை, இராமநாதபுரம். (3) பூ.ரால்வ பாண்டி, 2/7, ஊமையன்வலசை, உத்தரவை, குமுக்கோட்டை, இராமநாதபுரம். bbox=[1114, 813, 1439, 918]
organiser-entry: அமைப்பாளர் : க.கார்த்திகைராஜ், 5/7, கஸ்தூரிபுரம், காஞ்சிரங்குடி, கீழக்கரை, இராமநாதபுரம். bbox=[70, 713, 347, 745]
organiser-entry: அமைப்பாளர் : சி.வீரராகவன், கோகுல நகர், காஞ்சிரங்குடி, கீழக்கரை, இராமநாதபுரம். bbox=[418, 731, 734, 763]
booth-entry bbox=[1114, 304, 1443, 341]
column-2 bbox=[418, 123, 747, 2281]
footer-page-number: 6 bbox=[1436, 2303, 1459, 2326]
organiser-entry: அமைப்பாளர் : வி.அஜித்குமார், 9/73, ஸ்ரீநகர், கீழக்கரை, இராமநாதபுரம். bbox=[70, 559, 376, 592]
organiser-entry: துணை அமைப்பாளர்கள் : (1) கோ.பாலாஜி, கிழக்கு முத்தரையர் நகர், காஞ்சிரங்குடி, கீழக்கரை, இராமநாதபுரம். (2) க.நந்தா, கிழக்கு முத்தரையர் நகர், காஞ்சிரங்குடி, கீழக்கரை, இராமநாதபுரம். (3) கோ.பிரபு, கிழக்கு முத்தரையர் நகர், காஞ்சிரங்குடி, கீழக்கரை, இராமநாதபுரம். bbox=[418, 602, 743, 689]
booth-entry bbox=[418, 1169, 747, 1206]
